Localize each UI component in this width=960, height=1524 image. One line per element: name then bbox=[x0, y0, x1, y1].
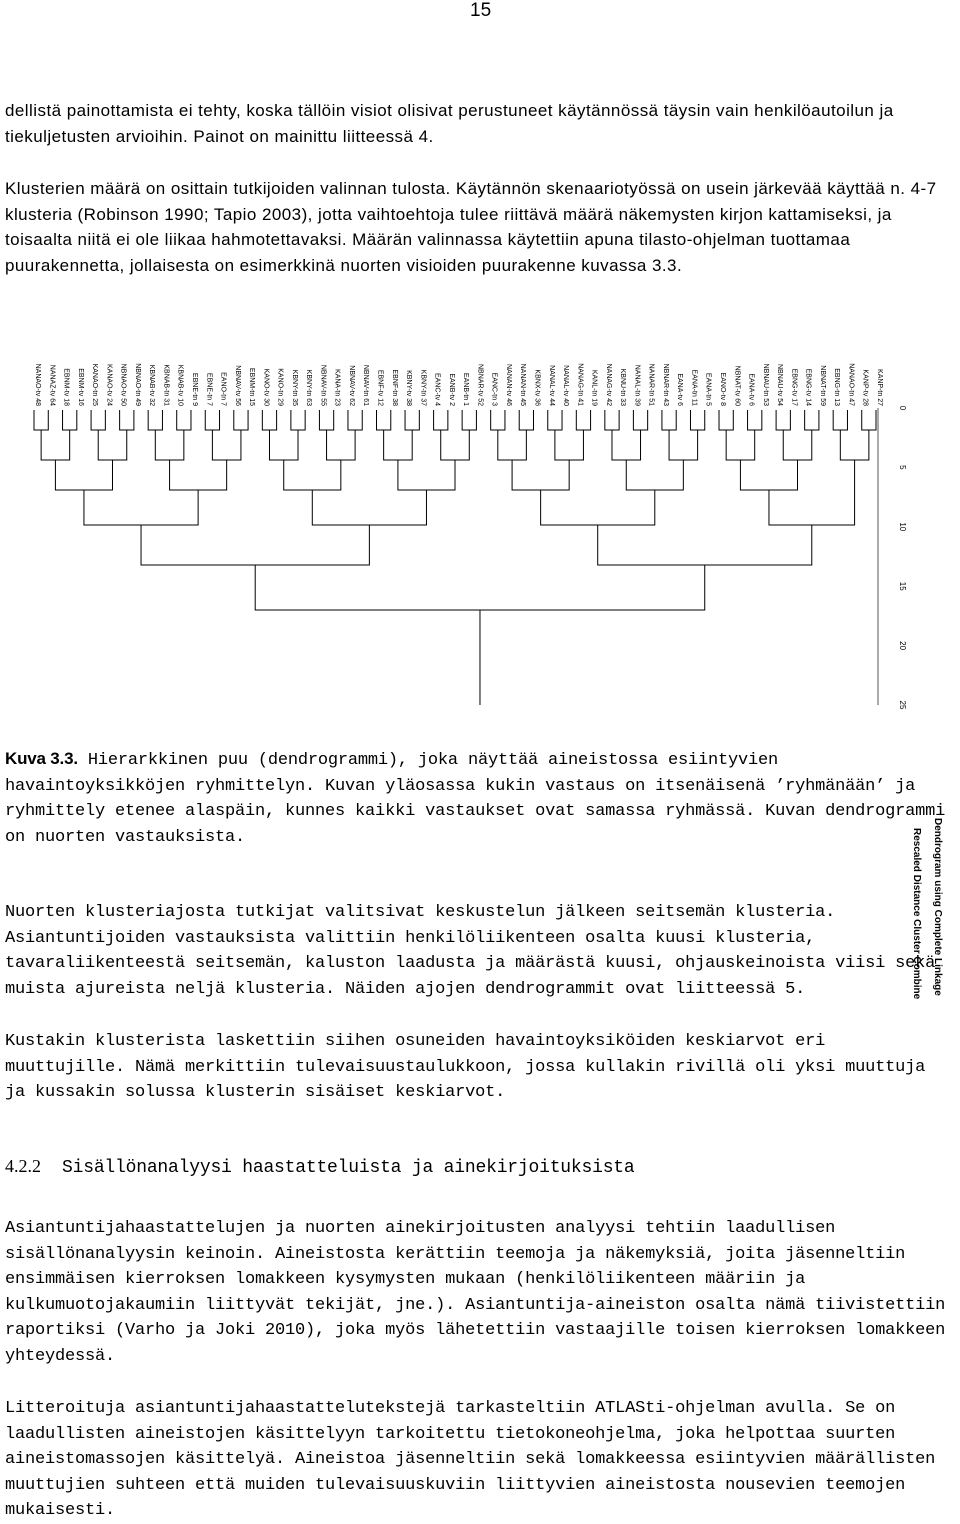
leaf-label: NANAO-tn 47 bbox=[847, 363, 855, 406]
dendrogram-link bbox=[626, 460, 683, 490]
leaf-label: EANC-tv 4 bbox=[433, 372, 441, 406]
dendrogram-link bbox=[41, 430, 70, 460]
leaf-label: EANA-tv 6 bbox=[676, 373, 684, 406]
dendrogram-link bbox=[862, 410, 876, 430]
leaf-label: NANAG-tn 41 bbox=[576, 363, 584, 406]
dendrogram-link bbox=[441, 430, 470, 460]
leaf-label: KANO-tn 29 bbox=[276, 368, 284, 406]
dendrogram-link bbox=[726, 430, 755, 460]
leaf-label: NBNAO-tn 49 bbox=[133, 363, 141, 406]
leaf-label: NBNAT-tv 60 bbox=[733, 365, 741, 406]
figure-caption bbox=[5, 746, 955, 850]
leaf-label: NBNAU-tn 53 bbox=[761, 363, 769, 406]
leaf-label: NBNAV-tv 62 bbox=[347, 365, 355, 406]
dendrogram-link bbox=[269, 430, 298, 460]
dendrogram-link bbox=[377, 410, 391, 430]
dendrogram-link bbox=[384, 430, 413, 460]
leaf-label: NBNAO-tv 50 bbox=[119, 363, 127, 406]
leaf-label: NANAZ-tv 64 bbox=[48, 364, 56, 406]
dendrogram-link bbox=[740, 460, 797, 490]
leaf-label: EANA-tn 11 bbox=[690, 369, 698, 406]
paragraph-4: Kustakin klusterista laskettiin siihen osuneiden havaintoyksiköiden keskiarvot eri muuttujille. Nämä merkittiin tulevaisuustaulukkoon, jossa kullakin rivillä oli yksi muuttuja ja kussakin solussa klusterin sisäiset keskiarvot. bbox=[5, 1032, 926, 1102]
dendrogram-link bbox=[462, 410, 476, 430]
leaf-label: EBNG-tv 17 bbox=[790, 368, 798, 406]
leaf-label: NANAN-tn 45 bbox=[519, 363, 527, 406]
dendrogram-link bbox=[769, 460, 855, 525]
leaf-label: EANO-tv 8 bbox=[719, 372, 727, 406]
leaf-label: EANB-tv 2 bbox=[447, 373, 455, 406]
dendrogram-link bbox=[212, 430, 241, 460]
dendrogram-link bbox=[327, 430, 356, 460]
leaf-label: KANO-tv 30 bbox=[262, 368, 270, 406]
dendrogram-link bbox=[405, 410, 419, 430]
leaf-label: NBNAU-tv 54 bbox=[776, 363, 784, 406]
leaf-label: EBNF-tv 12 bbox=[376, 369, 384, 406]
leaf-label: EBNM-tv 16 bbox=[76, 368, 84, 406]
leaf-label: EBNG-tn 13 bbox=[833, 368, 841, 406]
dendrogram-link bbox=[120, 410, 134, 430]
dendrogram-link bbox=[262, 410, 276, 430]
leaf-label: NANAL-tv 44 bbox=[547, 365, 555, 406]
section-number: 4.2.2 bbox=[5, 1156, 41, 1176]
dendrogram-link bbox=[548, 410, 562, 430]
dendrogram-link bbox=[234, 410, 248, 430]
dendrogram-link bbox=[805, 410, 819, 430]
leaf-label: KBNAB-tv 32 bbox=[148, 364, 156, 406]
caption-text: Hierarkkinen puu (dendrogrammi), joka näyttää aineistossa esiintyvien havaintoyksikköjen ryhmittelyn. Kuvan yläosassa kukin vastaus on itsenäisenä ’ryhmänään’ ja ryhmittely etenee alaspäin, kunnes kaikki vastaukset ovat samassa ryhmässä. Kuvan dendrogrammi on nuorten vastauksista. bbox=[5, 751, 946, 847]
leaf-label: KBNX-tv 36 bbox=[533, 369, 541, 406]
dendrogram-link bbox=[669, 430, 698, 460]
figure-title: Dendrogram using Complete Linkage bbox=[932, 818, 943, 996]
axis-tick-label: 0 bbox=[898, 405, 907, 411]
leaf-labels bbox=[34, 363, 883, 406]
axis-tick-label: 20 bbox=[898, 641, 907, 651]
leaf-label: EANO-tn 7 bbox=[219, 372, 227, 406]
leaf-label: NBNAR-tn 43 bbox=[661, 363, 669, 406]
axis-tick-label: 25 bbox=[898, 700, 907, 710]
dendrogram-link bbox=[170, 460, 227, 490]
dendrogram-link bbox=[783, 430, 812, 460]
dendrogram-link bbox=[84, 490, 198, 525]
dendrogram-link bbox=[840, 430, 869, 460]
dendrogram-link bbox=[348, 410, 362, 430]
dendrogram-link bbox=[498, 430, 527, 460]
leaf-label: KANA-tn 23 bbox=[333, 369, 341, 406]
page-number: 15 bbox=[470, 0, 492, 21]
dendrogram-link bbox=[605, 410, 619, 430]
dendrogram-link bbox=[291, 410, 305, 430]
leaf-label: KANAO-tn 25 bbox=[91, 363, 99, 406]
leaf-label: EBNF-tn 38 bbox=[390, 369, 398, 406]
section-heading bbox=[5, 1156, 635, 1178]
dendrogram-link bbox=[284, 460, 341, 490]
paragraph-2: Klusterien määrä on osittain tutkijoiden valinnan tulosta. Käytännön skenaariotyössä on usein järkevää käyttää n. 4-7 klusteria (Robinson 1990; Tapio 2003), jotta vaihtoehtoja tulee riittävä määrä näkemysten kirjon kattamiseksi, ja toisaalta niitä ei ole liikaa hahmotettavaksi. Määrän valinnassa käytettiin apuna tilasto-ohjelman tuottamaa puurakennetta, jollaisesta on esimerkkinä nuorten visioiden puurakenne kuvassa 3.3. bbox=[5, 179, 937, 275]
leaf-label: NANAG-tv 42 bbox=[604, 363, 612, 406]
leaf-label: EANA-tv 6 bbox=[747, 373, 755, 406]
leaf-label: EANA-tn 5 bbox=[704, 372, 712, 406]
dendrogram-link bbox=[612, 430, 641, 460]
dendrogram-link bbox=[598, 525, 812, 565]
dendrogram-link bbox=[34, 410, 48, 430]
leaf-label: EBNE-tn 7 bbox=[205, 372, 213, 406]
leaf-label: KANP-tn 27 bbox=[876, 369, 883, 406]
dendrogram-link bbox=[434, 410, 448, 430]
dendrogram-tree bbox=[34, 410, 876, 705]
dendrogram-link bbox=[491, 410, 505, 430]
dendrogram-link bbox=[555, 430, 584, 460]
dendrogram-link bbox=[91, 410, 105, 430]
dendrogram-link bbox=[633, 410, 647, 430]
dendrogram-link bbox=[690, 410, 704, 430]
dendrogram-link bbox=[512, 460, 569, 490]
leaf-label: NANAO-tv 48 bbox=[34, 363, 41, 406]
leaf-label: EANB-tn 1 bbox=[462, 372, 470, 406]
dendrogram-link bbox=[155, 430, 184, 460]
dendrogram-link bbox=[319, 410, 333, 430]
leaf-label: EBNG-tv 14 bbox=[804, 368, 812, 406]
dendrogram-link bbox=[312, 490, 426, 525]
leaf-label: EBNM-tv 18 bbox=[62, 368, 70, 406]
paragraph-6: Litteroituja asiantuntijahaastattelutekstejä tarkasteltiin ATLASti-ohjelman avulla. Se on laadullisten aineistojen käsittelyyn tarkoitettu tietokoneohjelma, joka helpottaa suurten aineistomassojen käsittelyä. Aineistoa jäsenneltiin sekä lomakkeessa esiintyvien määrällisten muuttujien suhteen että muiden tulevaisuuskuviin liittyvien aineistosta nousevien teemojen mukaisesti. bbox=[5, 1399, 936, 1520]
dendrogram-link bbox=[576, 410, 590, 430]
dendrogram-link bbox=[63, 410, 77, 430]
leaf-label: KANAO-tv 24 bbox=[105, 363, 113, 406]
leaf-label: NANAR-tn 51 bbox=[647, 363, 655, 406]
leaf-label: NBNAR-tv 52 bbox=[476, 363, 484, 406]
leaf-label: EANC-tn 3 bbox=[490, 372, 498, 406]
leaf-label: KBNAB-tv 10 bbox=[176, 364, 184, 406]
leaf-label: KBNY-tn 63 bbox=[305, 369, 313, 406]
distance-axis bbox=[878, 406, 907, 710]
leaf-label: NBNAT-tn 59 bbox=[818, 365, 826, 406]
dendrogram-link bbox=[205, 410, 219, 430]
dendrogram-link bbox=[719, 410, 733, 430]
leaf-label: KANP-tv 28 bbox=[861, 369, 869, 406]
caption-label: Kuva 3.3. bbox=[5, 749, 78, 768]
dendrogram-link bbox=[255, 565, 705, 610]
leaf-label: NANAL-tn 39 bbox=[633, 364, 641, 406]
leaf-label: NANAN-tv 46 bbox=[504, 363, 512, 406]
leaf-label: NBNAV-tv 56 bbox=[233, 365, 241, 406]
paragraph-1: dellistä painottamista ei tehty, koska tällöin visiot olisivat perustuneet käytännössä täysin vain henkilöautoilun ja tiekuljetusten arvioihin. Painot on mainittu liitteessä 4. bbox=[5, 101, 894, 146]
paragraph-5: Asiantuntijahaastattelujen ja nuorten ainekirjoitusten analyysi tehtiin laadullisen sisällönanalyysin keinoin. Aineistosta kerättiin teemoja ja näkemyksiä, joita jäsenneltiin ensimmäisen kierroksen lomakkeen kysymysten mukaan (henkilöliikenteen määriin ja kulkumuotojakaumiin liittyvät tekijät, jne.). Asiantuntija-aineiston osalta nämä tiivistettiin raportiksi (Varho ja Joki 2010), joka myös lähetettiin vastaajille toisen kierroksen lomakkeen yhteydessä. bbox=[5, 1219, 946, 1366]
dendrogram-link bbox=[177, 410, 191, 430]
dendrogram-link bbox=[55, 460, 112, 490]
section-title: Sisällönanalyysi haastatteluista ja ainekirjoituksista bbox=[62, 1158, 635, 1178]
paragraph-3: Nuorten klusteriajosta tutkijat valitsivat keskustelun jälkeen seitsemän klusteria. Asiantuntijoiden vastauksista valittiin henkilöliikenteen osalta kuusi klusteria, tavaraliikenteestä seitsemän, kaluston laadusta ja määrästä kuusi, ohjauskeinoista viisi sekä muista ajureista neljä klusteria. Näiden ajojen dendrogrammit ovat liitteessä 5. bbox=[5, 903, 936, 999]
leaf-label: NANAL-tv 40 bbox=[562, 365, 570, 406]
dendrogram-link bbox=[776, 410, 790, 430]
dendrogram-link bbox=[148, 410, 162, 430]
dendrogram-link bbox=[141, 525, 369, 565]
axis-tick-label: 5 bbox=[898, 465, 907, 470]
dendrogram-link bbox=[541, 490, 655, 525]
leaf-label: EBNE-tn 9 bbox=[190, 372, 198, 406]
leaf-label: KBNY-tv 38 bbox=[405, 370, 413, 406]
leaf-label: KBNY-tn 35 bbox=[290, 369, 298, 406]
dendrogram-link bbox=[98, 430, 127, 460]
dendrogram-link bbox=[833, 410, 847, 430]
dendrogram-link bbox=[748, 410, 762, 430]
leaf-label: KBNY-tn 37 bbox=[419, 369, 427, 406]
leaf-label: KBNAB-tn 31 bbox=[162, 364, 170, 406]
axis-tick-label: 15 bbox=[898, 581, 907, 591]
leaf-label: NBNAV-tn 55 bbox=[319, 364, 327, 406]
dendrogram-link bbox=[519, 410, 533, 430]
dendrogram-link bbox=[398, 460, 455, 490]
leaf-label: KBNU-tn 33 bbox=[619, 368, 627, 406]
leaf-label: NBNAV-tn 61 bbox=[362, 364, 370, 406]
figure-subtitle: Rescaled Distance Cluster Combine bbox=[911, 828, 922, 1000]
leaf-label: KANL-tn 19 bbox=[590, 369, 598, 406]
axis-tick-label: 10 bbox=[898, 522, 907, 532]
leaf-label: EBNM-tn 15 bbox=[248, 367, 256, 406]
dendrogram-link bbox=[662, 410, 676, 430]
